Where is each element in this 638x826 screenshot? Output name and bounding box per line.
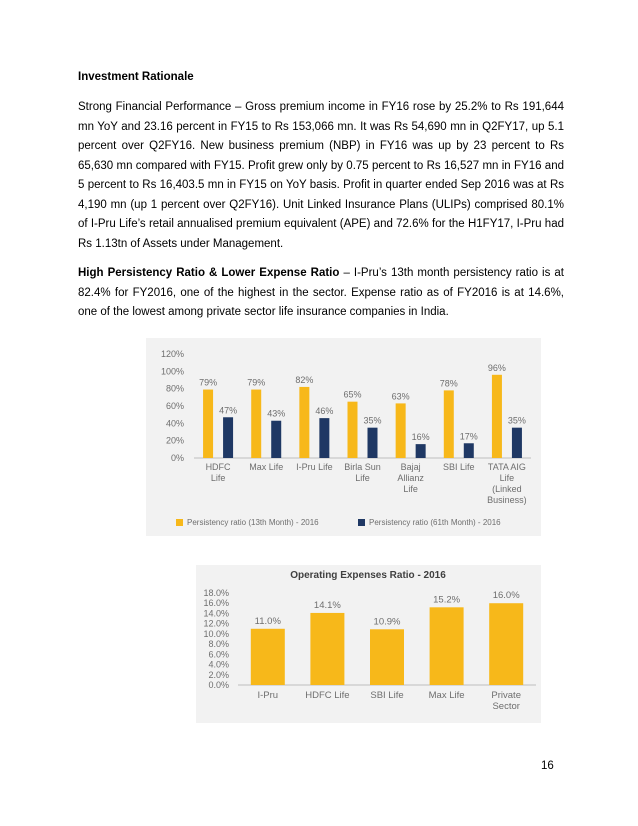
data-label: 43%	[267, 408, 286, 419]
data-label: 82%	[295, 374, 314, 385]
category-label: HDFC	[205, 462, 231, 472]
y-tick-label: 4.0%	[208, 659, 229, 670]
bar	[512, 428, 522, 458]
category-label: SBI Life	[443, 462, 475, 472]
y-tick-label: 10.0%	[203, 628, 229, 639]
bar	[430, 607, 464, 685]
data-label: 46%	[315, 406, 334, 417]
data-label: 65%	[343, 389, 362, 400]
bar	[310, 613, 344, 685]
category-label: Life	[355, 473, 370, 483]
legend-label: Persistency ratio (13th Month) - 2016	[187, 518, 319, 527]
category-label: Max Life	[428, 690, 465, 701]
category-label: Business)	[487, 495, 527, 505]
data-label: 35%	[507, 415, 526, 426]
y-tick-label: 120%	[160, 349, 184, 359]
data-label: 35%	[363, 415, 382, 426]
data-label: 78%	[439, 378, 458, 389]
bar	[251, 390, 261, 458]
y-tick-label: 6.0%	[208, 649, 229, 660]
y-tick-label: 8.0%	[208, 639, 229, 650]
bar	[416, 444, 426, 458]
category-label: Private	[491, 690, 521, 701]
y-tick-label: 60%	[165, 401, 184, 411]
section-heading-investment-rationale: Investment Rationale	[78, 71, 194, 83]
legend-swatch	[176, 519, 183, 526]
y-tick-label: 100%	[160, 366, 184, 377]
category-label: (Linked	[492, 484, 522, 494]
bar	[223, 417, 233, 458]
category-label: Allianz	[397, 473, 424, 483]
category-label: Max Life	[249, 462, 284, 472]
bar	[464, 443, 474, 458]
category-label: Birla Sun	[344, 462, 381, 472]
category-label: Life	[499, 473, 515, 483]
bar	[492, 375, 502, 458]
data-label: 17%	[459, 431, 478, 442]
y-tick-label: 20%	[165, 435, 184, 446]
data-label: 79%	[199, 377, 218, 388]
data-label: 16%	[411, 432, 430, 443]
category-label: Life	[403, 484, 418, 494]
category-label: I-Pru	[257, 690, 279, 701]
persistency-paragraph	[78, 264, 564, 323]
category-label: HDFC Life	[305, 690, 350, 701]
bar	[396, 403, 406, 458]
data-label: 47%	[219, 405, 238, 416]
data-label: 16.0%	[492, 590, 520, 602]
bar	[444, 390, 454, 458]
bar	[319, 418, 329, 458]
bar	[203, 390, 213, 458]
persistency-ratio-chart	[146, 338, 541, 536]
data-label: 11.0%	[254, 615, 281, 627]
bar	[370, 629, 404, 685]
category-label: TATA AIG	[487, 462, 526, 472]
bar	[489, 603, 523, 685]
bar	[271, 421, 281, 458]
category-label: Bajaj	[400, 462, 421, 472]
y-tick-label: 0%	[170, 453, 184, 463]
category-label: I-Pru Life	[296, 462, 333, 472]
y-tick-label: 40%	[165, 418, 184, 429]
chart-title: Operating Expenses Ratio - 2016	[290, 570, 446, 581]
data-label: 14.1%	[313, 599, 341, 611]
y-tick-label: 18.0%	[203, 588, 229, 598]
bar	[348, 402, 358, 458]
page-number: 16	[541, 760, 554, 772]
bar	[251, 629, 285, 685]
legend-swatch	[358, 519, 365, 526]
persistency-paragraph-body: – I-Pru’s 13th month persistency ratio is at 82.4% for FY2016, one of the highest in the sector. Expense ratio as of FY2016 is at 14.6%, one of the lowest among private sector life insurance companies in India.	[78, 267, 565, 318]
y-tick-label: 2.0%	[208, 669, 229, 680]
y-tick-label: 80%	[165, 383, 184, 394]
category-label: SBI Life	[370, 690, 404, 701]
y-tick-label: 0.0%	[208, 680, 229, 690]
data-label: 10.9%	[373, 616, 401, 628]
investment-rationale-paragraph: Strong Financial Performance – Gross premium income in FY16 rose by 25.2% to Rs 191,644 mn YoY and 23.16 percent in FY15 to Rs 153,066 mn. It was Rs 54,690 mn in Q2FY17, up 5.1 percent over Q2FY16. New business premium (NBP) in FY16 was up by 23 percent to Rs 65,630 mn compared with FY15. Profit grew only by 0.75 percent to Rs 16,527 mn in FY16 and 5 percent to Rs 16,403.5 mn in FY15 on YoY basis. Profit in quarter ended Sep 2016 was at Rs 4,190 mn (up 1 percent over Q2FY16). Unit Linked Insurance Plans (ULIPs) comprised 80.1% of I-Pru Life’s retail annualised premium equivalent (APE) and 72.6% for the H1FY17, I-Pru had Rs 1.13tn of Assets under Management.	[78, 101, 564, 250]
data-label: 79%	[247, 377, 266, 388]
bar	[299, 387, 309, 458]
y-tick-label: 16.0%	[203, 598, 229, 609]
operating-expenses-ratio-chart	[196, 565, 541, 723]
data-label: 63%	[391, 391, 410, 402]
category-label: Sector	[492, 701, 520, 712]
bar	[368, 428, 378, 458]
legend-label: Persistency ratio (61th Month) - 2016	[369, 518, 501, 527]
category-label: Life	[210, 473, 226, 483]
y-tick-label: 14.0%	[203, 608, 229, 619]
data-label: 96%	[487, 362, 506, 373]
data-label: 15.2%	[433, 594, 461, 606]
y-tick-label: 12.0%	[203, 618, 229, 629]
persistency-paragraph-lead: High Persistency Ratio & Lower Expense Ratio	[78, 267, 340, 279]
